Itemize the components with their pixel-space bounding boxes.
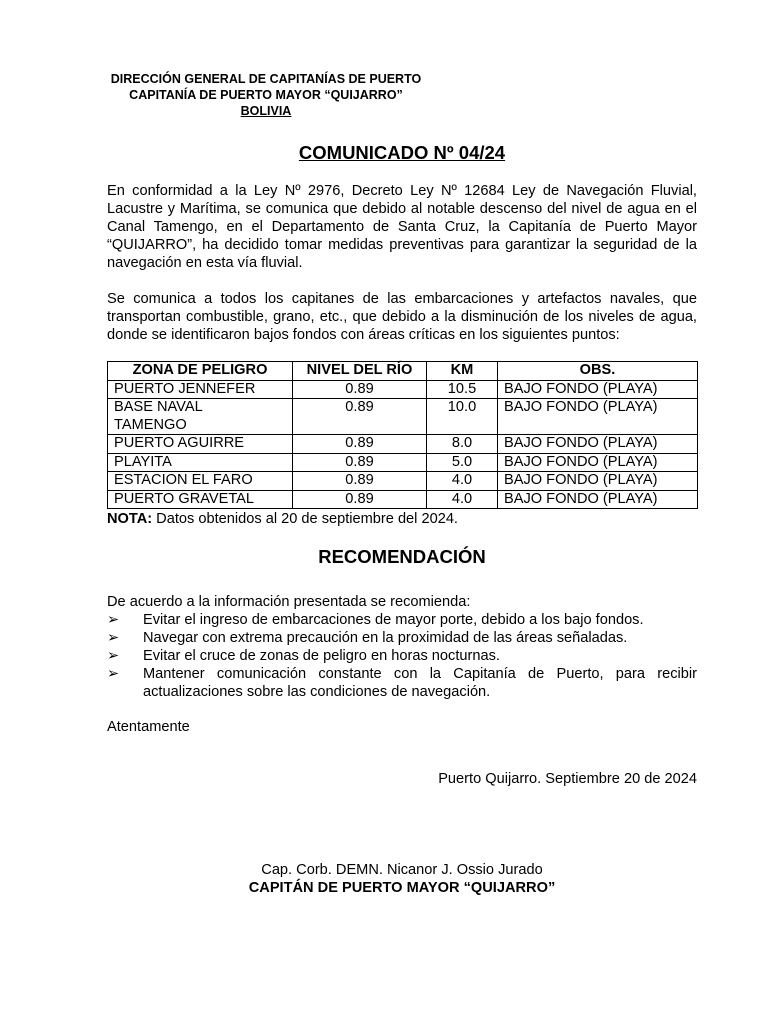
header-line-2: CAPITANÍA DE PUERTO MAYOR “QUIJARRO”: [129, 88, 403, 102]
signature-block: [0, 861, 768, 897]
institution-header: [108, 71, 424, 119]
cell-nivel: 0.89: [293, 380, 427, 399]
header-line-1: DIRECCIÓN GENERAL DE CAPITANÍAS DE PUERTO: [110, 72, 422, 86]
list-item: [107, 629, 697, 647]
cell-obs: BAJO FONDO (PLAYA): [498, 472, 698, 491]
list-item: [107, 647, 697, 665]
header-km: KM: [427, 362, 498, 381]
list-item-text: Navegar con extrema precaución en la proximidad de las áreas señaladas.: [143, 630, 628, 646]
recommendation-intro: De acuerdo a la información presentada se recomienda:: [107, 594, 471, 610]
arrow-bullet-icon: ➢: [107, 630, 120, 646]
cell-obs: BAJO FONDO (PLAYA): [498, 380, 698, 399]
list-item-text: Evitar el cruce de zonas de peligro en horas nocturnas.: [143, 648, 500, 664]
table-row: [108, 399, 698, 435]
arrow-bullet-icon: ➢: [107, 666, 120, 682]
cell-nivel: 0.89: [293, 490, 427, 509]
place-date: Puerto Quijarro. Septiembre 20 de 2024: [438, 771, 697, 787]
cell-nivel: 0.89: [293, 453, 427, 472]
table-row: [108, 472, 698, 491]
danger-zones-table: [107, 361, 698, 509]
cell-obs: BAJO FONDO (PLAYA): [498, 399, 698, 435]
table-row: [108, 380, 698, 399]
cell-zona: [108, 399, 293, 435]
cell-km: 4.0: [427, 490, 498, 509]
table-row: [108, 490, 698, 509]
cell-zona: PUERTO GRAVETAL: [108, 490, 293, 509]
document-title: COMUNICADO Nº 04/24: [298, 142, 506, 163]
list-item-text: Evitar el ingreso de embarcaciones de mayor porte, debido a los bajo fondos.: [143, 612, 644, 628]
recommendation-title: RECOMENDACIÓN: [318, 546, 486, 567]
arrow-bullet-icon: ➢: [107, 648, 120, 664]
arrow-bullet-icon: ➢: [107, 612, 120, 628]
header-zona: ZONA DE PELIGRO: [108, 362, 293, 381]
closing-text: Atentamente: [107, 719, 190, 735]
header-line-3: BOLIVIA: [240, 104, 292, 118]
cell-km: 5.0: [427, 453, 498, 472]
list-item: [107, 611, 697, 629]
note-label: NOTA:: [107, 511, 153, 527]
list-item: [107, 665, 697, 701]
paragraph-1: En conformidad a la Ley Nº 2976, Decreto Ley Nº 12684 Ley de Navegación Fluvial, Lacustre y Marítima, se comunica que debido al notable descenso del nivel de agua en el Canal Tamengo, en el Departamento de Santa Cruz, la Capitanía de Puerto Mayor “QUIJARRO”, ha decidido tomar medidas preventivas para garantizar la seguridad de la navegación en esta vía fluvial.: [107, 183, 697, 271]
cell-nivel: 0.89: [293, 399, 427, 435]
table-row: [108, 453, 698, 472]
cell-zona: PUERTO JENNEFER: [108, 380, 293, 399]
note-text: Datos obtenidos al 20 de septiembre del 2024.: [152, 511, 458, 527]
cell-km: 10.0: [427, 399, 498, 435]
table-row: [108, 435, 698, 454]
cell-zona: PLAYITA: [108, 453, 293, 472]
cell-km: 4.0: [427, 472, 498, 491]
list-item-text: Mantener comunicación constante con la Capitanía de Puerto, para recibir actualizaciones sobre las condiciones de navegación.: [143, 666, 697, 700]
cell-obs: BAJO FONDO (PLAYA): [498, 453, 698, 472]
table-header-row: [108, 362, 698, 381]
cell-obs: BAJO FONDO (PLAYA): [498, 490, 698, 509]
cell-zona: PUERTO AGUIRRE: [108, 435, 293, 454]
header-nivel: NIVEL DEL RÍO: [293, 362, 427, 381]
cell-km: 10.5: [427, 380, 498, 399]
paragraph-2: Se comunica a todos los capitanes de las embarcaciones y artefactos navales, que transportan combustible, grano, etc., que debido a la disminución de los niveles de agua, donde se identificaron bajos fondos con áreas críticas en los siguientes puntos:: [107, 291, 697, 343]
note: [107, 510, 458, 528]
cell-zona-line-1: BASE NAVAL: [114, 399, 203, 415]
cell-nivel: 0.89: [293, 435, 427, 454]
header-obs: OBS.: [498, 362, 698, 381]
cell-nivel: 0.89: [293, 472, 427, 491]
cell-km: 8.0: [427, 435, 498, 454]
cell-zona-line-2: TAMENGO: [114, 416, 187, 433]
recommendation-section: [107, 593, 697, 701]
cell-zona: ESTACION EL FARO: [108, 472, 293, 491]
signatory-role: CAPITÁN DE PUERTO MAYOR “QUIJARRO”: [248, 880, 556, 896]
signatory-name: Cap. Corb. DEMN. Nicanor J. Ossio Jurado: [261, 862, 543, 878]
cell-obs: BAJO FONDO (PLAYA): [498, 435, 698, 454]
